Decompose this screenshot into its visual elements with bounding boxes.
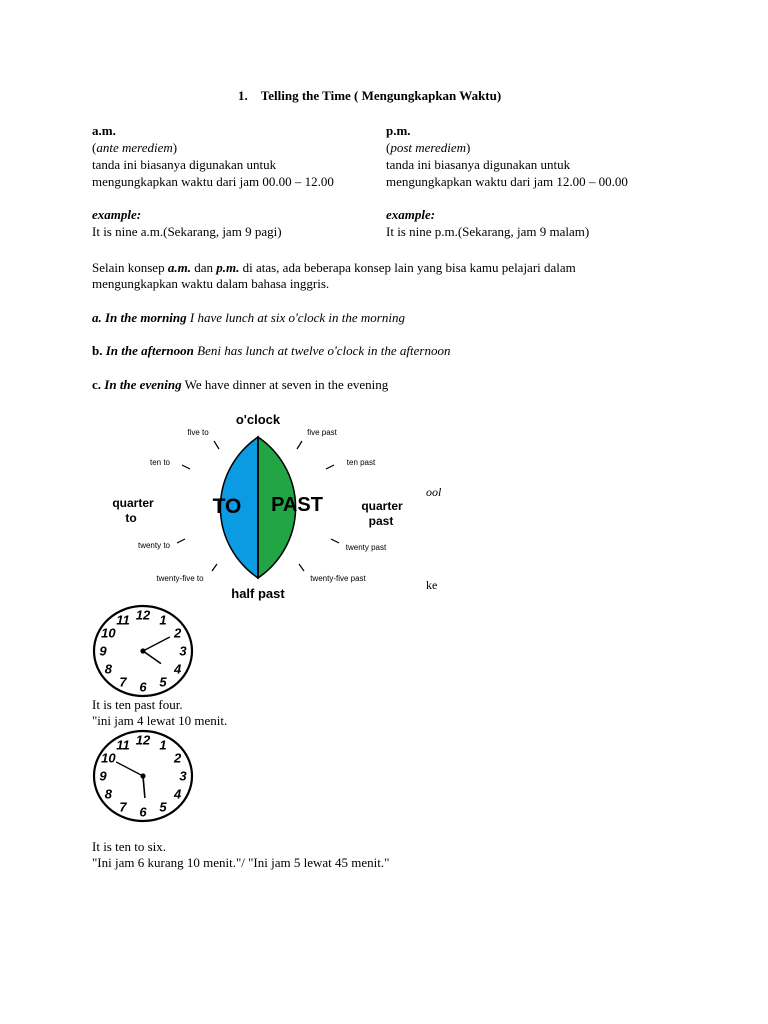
item-morning: a. In the morning I have lunch at six o'clock in the morning — [92, 310, 405, 325]
label-ten-past: ten past — [346, 458, 376, 467]
am-desc-1: tanda ini biasanya digunakan untuk — [92, 157, 277, 172]
label-quarter-to-2: to — [125, 511, 137, 525]
page-title — [238, 88, 501, 104]
peek-text-b: ke — [426, 578, 438, 592]
pm-example: It is nine p.m.(Sekarang, jam 9 malam) — [386, 224, 590, 239]
clock2-caption-1: It is ten to six. — [92, 839, 167, 854]
label-five-past: five past — [307, 428, 337, 437]
clock-number-7: 7 — [119, 674, 127, 690]
intro-line-1: Selain konsep a.m. dan p.m. di atas, ada beberapa konsep lain yang bisa kamu pelajari dalam — [92, 260, 576, 275]
label-to: TO — [212, 495, 242, 518]
label-quarter-to-1: quarter — [112, 496, 154, 510]
label-twenty-to: twenty to — [137, 541, 171, 550]
clock-number-10: 10 — [101, 625, 116, 641]
clock-number-11: 11 — [116, 612, 130, 628]
peek-text-a: ool — [426, 485, 442, 499]
clock-number-4: 4 — [173, 786, 182, 802]
intro-line-2: mengungkapkan waktu dalam bahasa inggris. — [92, 276, 330, 291]
pm-desc-1: tanda ini biasanya digunakan untuk — [386, 157, 571, 172]
item-evening: c. In the evening We have dinner at seven in the evening — [92, 377, 389, 392]
label-twenty-past: twenty past — [345, 543, 387, 552]
clock-number-6: 6 — [139, 679, 147, 695]
pm-label: p.m. — [386, 123, 411, 138]
clock-number-2: 2 — [173, 750, 182, 766]
clock-number-12: 12 — [135, 732, 151, 748]
label-oclock: o'clock — [235, 412, 281, 427]
pm-latin: (post merediem) — [386, 140, 471, 155]
clock1-caption-1: It is ten past four. — [92, 697, 183, 712]
clock-number-1: 1 — [159, 737, 167, 753]
clock-number-11: 11 — [116, 737, 130, 753]
am-desc-2: mengungkapkan waktu dari jam 00.00 – 12.00 — [92, 174, 334, 189]
clock-number-2: 2 — [173, 625, 182, 641]
clock2-caption-2: "Ini jam 6 kurang 10 menit."/ "Ini jam 5 lewat 45 menit." — [92, 855, 390, 870]
label-quarter-past-1: quarter — [361, 499, 403, 513]
item-afternoon: b. In the afternoon Beni has lunch at twelve o'clock in the afternoon — [92, 343, 451, 358]
clock-number-7: 7 — [119, 799, 127, 815]
title-text: Telling the Time ( Mengungkapkan Waktu) — [260, 88, 502, 103]
clock-number-4: 4 — [173, 661, 182, 677]
clock-face-ten-past-four — [92, 604, 196, 698]
label-twenty-five-past: twenty-five past — [310, 574, 366, 583]
am-latin: (ante merediem) — [92, 140, 178, 155]
am-example-label: example: — [92, 207, 142, 222]
label-past: PAST — [271, 494, 323, 516]
clock-number-9: 9 — [99, 768, 107, 784]
am-label: a.m. — [92, 123, 116, 138]
clock-number-6: 6 — [139, 804, 147, 820]
title-number: 1. — [238, 88, 248, 103]
label-half-past: half past — [231, 586, 285, 601]
clock-number-8: 8 — [104, 786, 113, 802]
clock-number-1: 1 — [159, 612, 167, 628]
pm-desc-2: mengungkapkan waktu dari jam 12.00 – 00.00 — [386, 174, 628, 189]
clock-number-5: 5 — [159, 674, 167, 690]
label-ten-to: ten to — [149, 458, 171, 467]
pm-example-label: example: — [386, 207, 436, 222]
clock-number-3: 3 — [179, 643, 187, 659]
label-five-to: five to — [187, 428, 209, 437]
label-twenty-five-to: twenty-five to — [156, 574, 204, 583]
clock-number-9: 9 — [99, 643, 107, 659]
clock-number-3: 3 — [179, 768, 187, 784]
clock1-caption-2: "ini jam 4 lewat 10 menit. — [92, 713, 228, 728]
clock-number-10: 10 — [101, 750, 116, 766]
clock-number-5: 5 — [159, 799, 167, 815]
am-example: It is nine a.m.(Sekarang, jam 9 pagi) — [92, 224, 282, 239]
label-quarter-past-2: past — [368, 514, 394, 528]
clock-number-12: 12 — [135, 607, 151, 623]
clock-face-ten-to-six — [92, 729, 196, 823]
to-past-diagram — [92, 405, 426, 605]
clock-number-8: 8 — [104, 661, 113, 677]
